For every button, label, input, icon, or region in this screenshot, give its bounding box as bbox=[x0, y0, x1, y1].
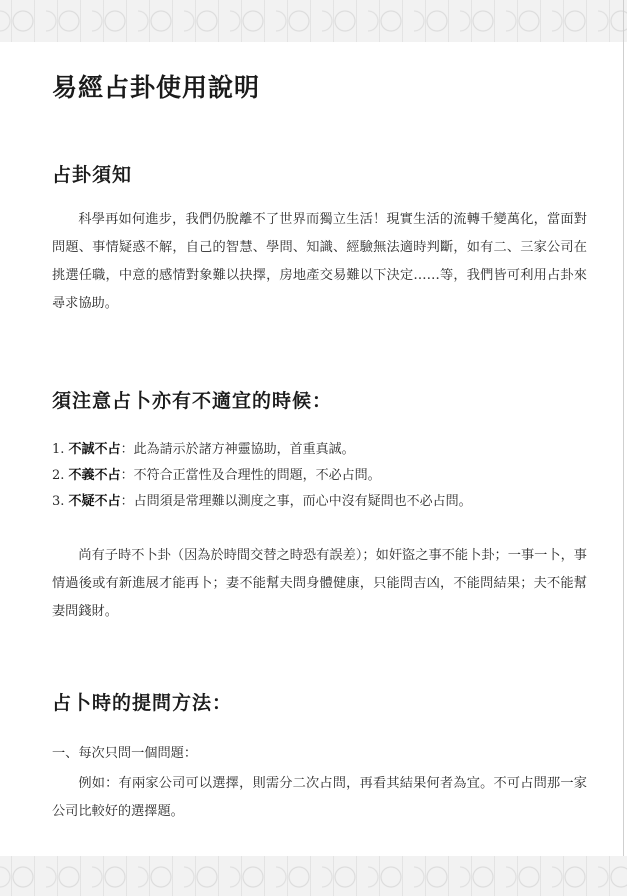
list-item-number: 2. bbox=[52, 468, 65, 483]
list-item-term: 不義不占 bbox=[68, 468, 121, 483]
section-heading-unsuitable-times: 須注意占卜亦有不適宜的時候： bbox=[52, 390, 333, 412]
example-paragraph: 例如：有兩家公司可以選擇，則需分二次占問，再看其結果何者為宜。不可占問那一家公司比較好的選擇題。 bbox=[52, 776, 587, 819]
list-item-separator: ： bbox=[120, 468, 134, 483]
list-item-term: 不疑不占 bbox=[68, 494, 121, 509]
list-item-term: 不誠不占 bbox=[68, 442, 121, 457]
list-item bbox=[52, 463, 587, 489]
list-item bbox=[52, 489, 587, 515]
rules-list bbox=[52, 437, 587, 515]
decorative-border-bottom bbox=[0, 856, 627, 896]
page-title: 易經占卦使用說明 bbox=[52, 73, 261, 102]
section-paragraph-intro: 科學再如何進步，我們仍脫離不了世界而獨立生活！現實生活的流轉千變萬化，當面對問題、事情疑惑不解，自己的智慧、學問、知識、經驗無法適時判斷，如有二、三家公司在挑選任職，中意的感情對象難以抉擇，房地產交易難以下決定……等，我們皆可利用占卦來尋求協助。 bbox=[52, 212, 587, 311]
section-heading-divination-notes: 占卦須知 bbox=[52, 164, 133, 186]
list-item-separator: ： bbox=[120, 494, 134, 509]
section-paragraph-restrictions: 尚有子時不卜卦（因為於時間交替之時恐有誤差）；如奸盜之事不能卜卦；一事一卜，事情過後或有新進展才能再卜；妻不能幫夫問身體健康，只能問吉凶，不能問結果；夫不能幫妻問錢財。 bbox=[52, 548, 587, 619]
decorative-border-top bbox=[0, 0, 627, 42]
list-item-separator: ： bbox=[120, 442, 134, 457]
page-edge-line bbox=[623, 0, 624, 896]
list-item-number: 1. bbox=[52, 442, 65, 457]
list-item-text: 不符合正當性及合理性的問題，不必占問。 bbox=[133, 468, 381, 483]
list-item bbox=[52, 437, 587, 463]
rule-one-question: 一、每次只問一個問題： bbox=[52, 746, 198, 761]
section-heading-questioning-method: 占卜時的提問方法： bbox=[52, 692, 233, 714]
list-item-text: 占問須是常理難以測度之事，而心中沒有疑問也不必占問。 bbox=[133, 494, 472, 509]
list-item-text: 此為請示於諸方神靈協助，首重真誠。 bbox=[133, 442, 355, 457]
list-item-number: 3. bbox=[52, 494, 65, 509]
